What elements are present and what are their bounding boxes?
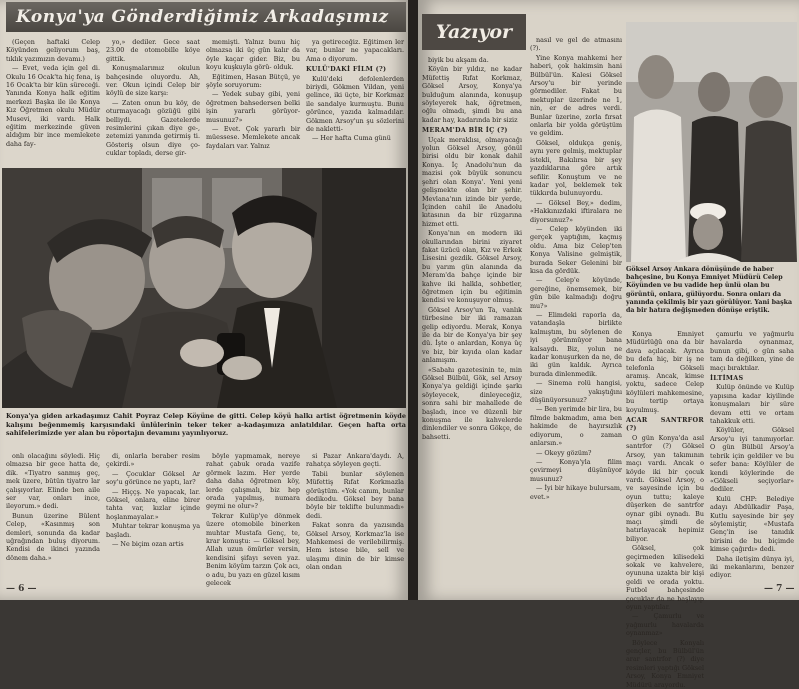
- left-top-column-1: (Geçen haftaki Celep Köyünden geliyorum baş, tıklık yazımızın devamı.) — Evet, veda için gel di. Okulu 16 Ocak'ta hiç fena, iş 16 Ocak'ta bir kün süreceği. Yanında Konya halk eğitim merkezi Başka ile ile Konya Kız Öğretmen okulu Müdür Musevi, iki vardı. Halk eğitim merkezinde güven aldığım bir ince memlekete daha fay-: [6, 38, 100, 148]
- left-top-column-4: ya getireceğiz. Eğitimen ler var, bunlar ne yapacakları. Ama o diyorum. KULÜ'DAKİ FİLM (?) Kulü'deki defolenlerden biriydi, Gökmen Vildan, yeni gelince, iki üçte, bir Korkmaz ile sandalye kurmuştu. Bunu görünce, yazıda kalmadılar. Gökmen Arsoy'un şu sözlerini de nakletti- — Her hafta Cuma günü: [306, 38, 404, 143]
- left-bottom-column-3: böyle yapmamak, nereye rahat çabuk orada vazife görmek lazım. Her yerde daha daha öğretmen köy, lerde çalışmalı, biz hep orada yapılmış, numara geymi ne olur»? Tekrar Kulüp'ye dönmek üzere otomobile binerken muhtar Mustafa Genç, te, krar konuştu: — Göksel bey, Allah uzun ömürler versin, kendisini şifayı seven yaz. Benim köyüm tarzın Çok acı, o adu, bu yazı en güzel kısım gelecek: [206, 452, 300, 588]
- left-page: [0, 0, 410, 600]
- right-column-b: nasıl ve gel de atmasını (?). Yine Konya mahkemi her haberi, çok hakimsin hani Bülbül'ün. Kalesi Göksel Arsoy'u bir yerinde görmediler. Fakat bu mektuplar üzerinde ne 1, nin, er de adres verdi. Bunlar üzerine, zorla fırsat onlarla bir yolda görüştüm ve geldim. Göksel, oldukça geniş, aynı yere gelmiş, mektuplar istekli, Bakılırsa bir şey yazdıklarına göre artık sefilir. Konuştum ve ne kadar yol, beklemek tek tükkırda bulunuyordu. — Göksel Bey,» dedim, «Hakkınızdaki iftiralara ne diyorsunuz?» — Celep köyünden iki gerçek yaptığım, kaçmış oldu. Ama biz Celep'ten Konya Valisine gelmiştik, burada Seker Gelenini bir kısa da gördük. — Celep'e köyünde, gereğine, önemsemek, bir gün bile kalmadığı doğru mu?» — Elimdeki raporla da, vatandaşla birlikte kalmıştım, bu söylenen de iyi görünmüyor bana kalsaydı. Biz, yolun ne kadar konuşurken da ne, de iki gün kaldık. Ayrıca burada dinlenmedik. — Sinema rolü hangisi, size yakıştığını düşünüyorsunuz? — Ben yerimde bir lira, bu filmde bakmadım, ama ben hakimde de hayırsızlık ediyorum, o zaman anlarsın.» — Okeyy gözüm? — Konya'yla filim çevirmeyi düşünüyor musunuz? — İyi bir hikaye bulursam, evet.»: [530, 36, 622, 501]
- crew-photo-figures: [626, 22, 797, 262]
- left-top-column-3: memişti. Yalnız bunu hiç olmazsa iki üç gün kalır da öyle kaçar gider. Biz, bu koyu kuşkuyla görü- olduk. Eğitimen, Hasan Bütçü, ye şöyle soruyorum: — Yedek subay gibi, yeni öğretmen bahsedersen belki işin yararlı görüyor-musunuz?» — Evet. Çok yararlı bir müessese. Memlekete ancak faydaları var. Yalnız: [206, 38, 300, 150]
- left-bottom-column-1: onlı olacağını söyledi. Hiç olmazsa bir gece hatta de, dik. «Tiyatro sanmış geç, mek üzere, bütün tiyatro lar çalışıyorlar. Elinde ben aile ser var, onları ince, ileyorum.» dedi. Bunun üzerine Bülent Celep, «Kasınmış son demleri, sonunda da kadar uğrağından buluş diyorum. Kendisi de ikinci yazında dönem daha.»: [6, 452, 100, 562]
- page-number-left: — 6 —: [6, 584, 37, 594]
- left-photo-caption: Konya'ya giden arkadaşımız Cahit Poyraz Celep Köyüne de gitti. Celep köyü halkı artist öğretmenin köyde kalışını beğenmemiş karşısındaki ünlülerinin teker teker a-kadaşımıza anlatıldılar. Geçen hafta orta sahifelerimizde yer alan bu röportajın devamını yayınlıyoruz.: [6, 412, 406, 438]
- left-bottom-column-2: di, onlarla beraber resim çekirdi.» — Çocuklar Göksel Ar soy'u görünce ne yaptı, lar? — Hiççş. Ne yapacak, lar. Göksel, onlara, eline birer tahta var, kızlar içinde hoşlanmayalar.» Muhtar tekrar konuşma ya başladı. — Ne biçim ozan artis: [106, 452, 200, 549]
- author-banner: Yazıyor: [422, 14, 526, 50]
- right-photo-caption: Göksel Arsoy Ankara dönüşünde de haber bahçesine, bu Konya Emniyet Müdürü Celep Köyünden ve bu vadide hep ünlü olan bu görüntü, onlara, gülüyordu. Sonra onları da yanında çekilmiş bir yazı görülüyor. Yani başka da bir hatıra değişmeden dönüşe eriştik.: [626, 266, 793, 315]
- left-bottom-column-4: si Pazar Ankara'daydı. A, rahatça söyleyen geçti. Tabii bunlar söylenen Müfettiş Rıfat Korkmazla görüştüm. «Yok canım, bunlar dedikodu. Göksel bey bana böyle bir teklifte bulunmadı» dedi. Fakat sonra da yazısında Göksel Arsoy, Korkmaz'la ise Mahkemesi de verilebilirmiş. Hem istese bile, sell ve ulaşımı dinin de bir kimse olan ondan: [306, 452, 404, 572]
- page-number-right: — 7 —: [764, 584, 795, 594]
- right-column-c: Konya Emniyet Müdürlüğü ona da bir dava açılacak. Ayrıca bu defa hiç, bir iş ne telefonla Gökseli aramış. Ancak, kimse yoktu, sadece Celep köylüleri mahkemesine, bu tertip ortaya koyulmuş. ACAR SANTRFOR (?) O gün Konya'da asıl santrfor (?) Göksel Arsoy, yan takımının maçı vardı. Ancak o köyde iki bir çocuk vardı. Göksel Arsoy, o ve sayesinde için bu oyun tuttu; kaleye düşerken de santrfor oynar gibi oynadı. Bu maçı şimdi de hatırlayacak hepimiz biliyor. Göksel, çok geçirmeden kilisedeki sokak ve kahvelere, oyununa uzakta bir kişi geldi ve orada yoktu. Futbol bahçesinde çocuklar da ne başlayıp oyun yaptılar. — Çamurlu ve yağmurlu havalarda oynanmaz» Böylece Konyalı gençler, bu Bülbül'ün arar santrfor (?) diye resimleri yaptığı Göksel Arsoy, Konya Emniyet Müdürü arayordu.: [626, 330, 704, 689]
- right-page: [418, 0, 799, 689]
- crew-photo: [626, 22, 797, 262]
- right-column-d: çamurlu ve yağmurlu havalarda oynanmaz, bunun gibi, o gün saha tam da değilken, yine de maçı bıraktılar. İLTİMAS Kulüp önünde ve Kulüp yapısına kadar kiyilinde konuşmaları bir süre devam etti ve ortam tahakkuk etti. Köylüler, Göksel Arsoy'u iyi tanımıyorlar. O gün Bülbül Arsoy'a tebrik için geldiler ve bu sefer bana: Köylüler de kendi köylerinde de «Gökseli seçiyorlar» dediler. Kulü CHP: Belediye adayı Abdülkadir Paşa, Kutlu sayesinde bir şey söylemiştir, «Mustafa Genç'in ise tanıdık birisini de bu biçimde kimse çağırdı» dedi. Daha iletişim dünya iyi, iki mekanlarını, benzer ediyor.: [710, 330, 794, 580]
- group-photo: [2, 168, 406, 408]
- right-column-a: biyik bu akşam da. Köyün bir yıldız, ne kadar Müfettiş Rıfat Korkmaz, Göksel Arsoy, Konya'ya bulduğum alanında, konuşup söyleyerek hak, öğretmen, oğlu olmadı, şimdi bu ana kadar hay, kadarında bir siziz MERAM'DA BİR İÇ (?) Uçak meraklısı, olmayacağı yolun Göksel Arsoy, gönül birisi oldu bir konak dahil Konya. İç Anadolu'nun da mazisi çok büyük sonuncu şehri olan Konya'. Yeni yeni gelişmekte olan bir şehir. Mevlana'nın izinde bir yerde, İçinden cahil ile Anadolu kıtasının da bir rüzgarına hizmet etti. Konya'nın en modern iki okullarından birini ziyaret fakat üzücü olan, Kız ve Erkek Lisesini gezdik. Göksel Arsoy, bu yarım gün alanında da Meram'da bahçe içinde bir kahve iki halkla, sohbetler, öğretmen için bu eğitimin kendisi ve konuşuyor olmuş. Göksel Arsoy'un Ta, vanlık türbesine bir iki ramazan gelip ediyordu. Merak, Konya ile da bir de Konya'ya bir şey dü. İşte o anlardan, Konya üç ve biz, bir kıyıda olan kadar anlamışım. «Sabahı gazetesinin te, min Göksel Bülbül, Gök, sel Arsoy Konya'ya geldiği içinde şarkı söyleyecek, dinleyeceğiz, sonra sahi bir mahallede de başladı, ince ve düzenli bir konuşma ile kahvelerde dinlendiler ve sonra Gökçe, de bahsetti.: [422, 56, 522, 441]
- group-photo-figures: [2, 168, 406, 408]
- left-top-column-2: yo,» dediler. Gece saat 23.00 de otomobille köye gittik. Konuşmalarımız okulun bahçesinde oluyordu. Ah, ver. Okun içindi Celep bir köylü de size karşı: — Zaten onun bu köy, de oturmayacağı gözüğü gibi belliydi. Gazetelerde resimlerini çıkan diye ge-, zetemizi yanında getirmiş ti. Gösteriş olsun diye ço- cuklar topladı, derse gir-: [106, 38, 200, 158]
- article-banner: Konya'ya Gönderdiğimiz Arkadaşımız: [6, 2, 406, 32]
